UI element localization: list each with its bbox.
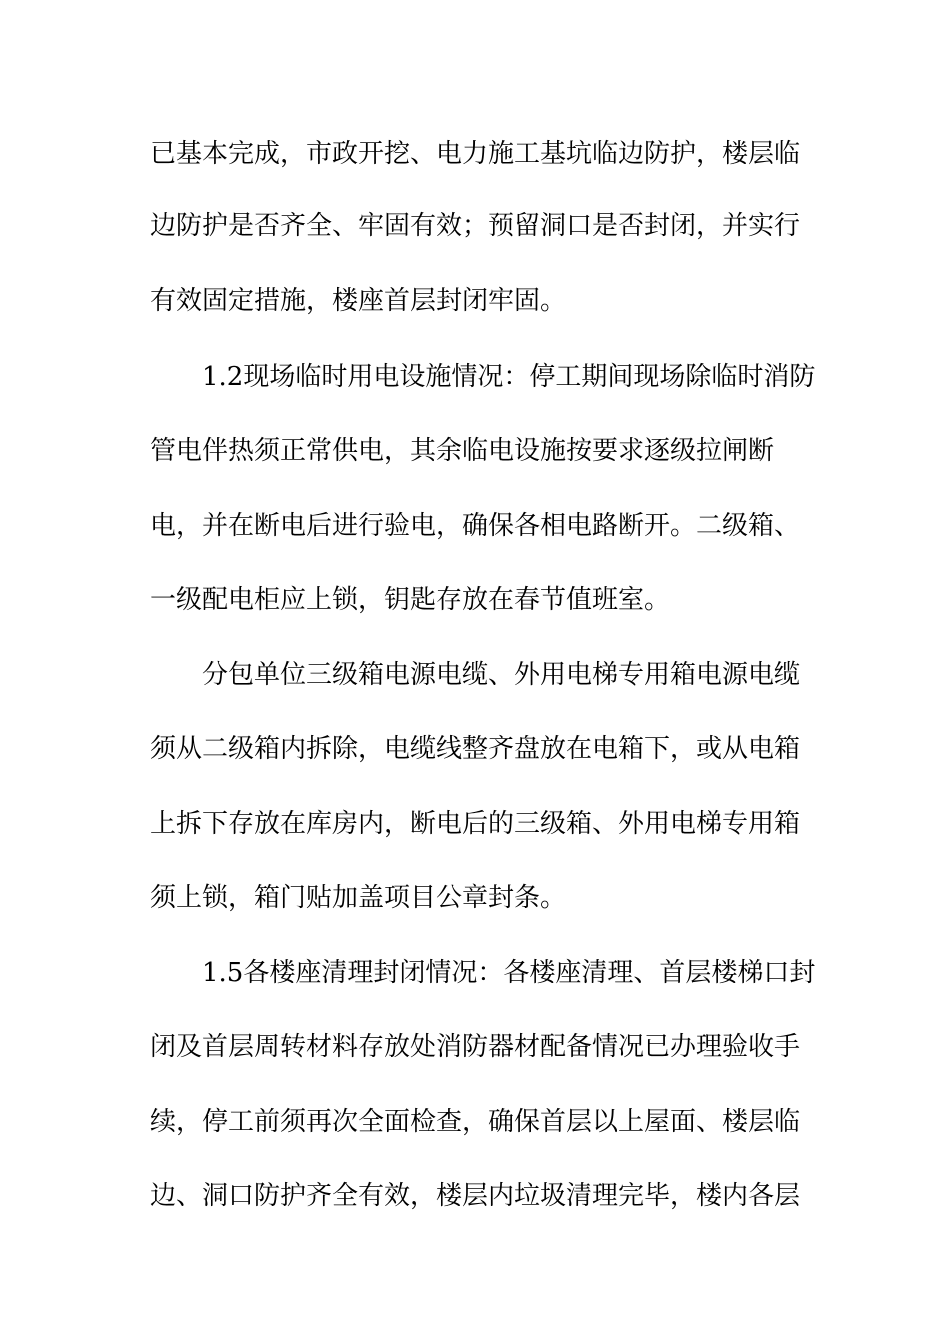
text-line: 管电伴热须正常供电，其余临电设施按要求逐级拉闸断	[150, 436, 775, 466]
paragraph-start-line: 1.2现场临时用电设施情况：停工期间现场除临时消防	[202, 362, 816, 392]
text-line: 边、洞口防护齐全有效，楼层内垃圾清理完毕，楼内各层	[150, 1181, 801, 1211]
paragraph-start-line: 分包单位三级箱电源电缆、外用电梯专用箱电源电缆	[202, 660, 801, 690]
text-line: 边防护是否齐全、牢固有效；预留洞口是否封闭，并实行	[150, 211, 801, 241]
text-line: 一级配电柜应上锁，钥匙存放在春节值班室。	[150, 585, 671, 615]
text-line: 电，并在断电后进行验电，确保各相电路断开。二级箱、	[150, 511, 801, 541]
text-line: 上拆下存放在库房内，断电后的三级箱、外用电梯专用箱	[150, 809, 801, 839]
text-line: 续，停工前须再次全面检查，确保首层以上屋面、楼层临	[150, 1107, 801, 1137]
text-line: 须上锁，箱门贴加盖项目公章封条。	[150, 883, 567, 913]
text-line: 已基本完成，市政开挖、电力施工基坑临边防护，楼层临	[150, 139, 801, 169]
paragraph-start-line: 1.5各楼座清理封闭情况：各楼座清理、首层楼梯口封	[202, 958, 816, 988]
text-line: 闭及首层周转材料存放处消防器材配备情况已办理验收手	[150, 1032, 801, 1062]
text-line: 有效固定措施，楼座首层封闭牢固。	[150, 286, 567, 316]
text-line: 须从二级箱内拆除，电缆线整齐盘放在电箱下，或从电箱	[150, 734, 801, 764]
